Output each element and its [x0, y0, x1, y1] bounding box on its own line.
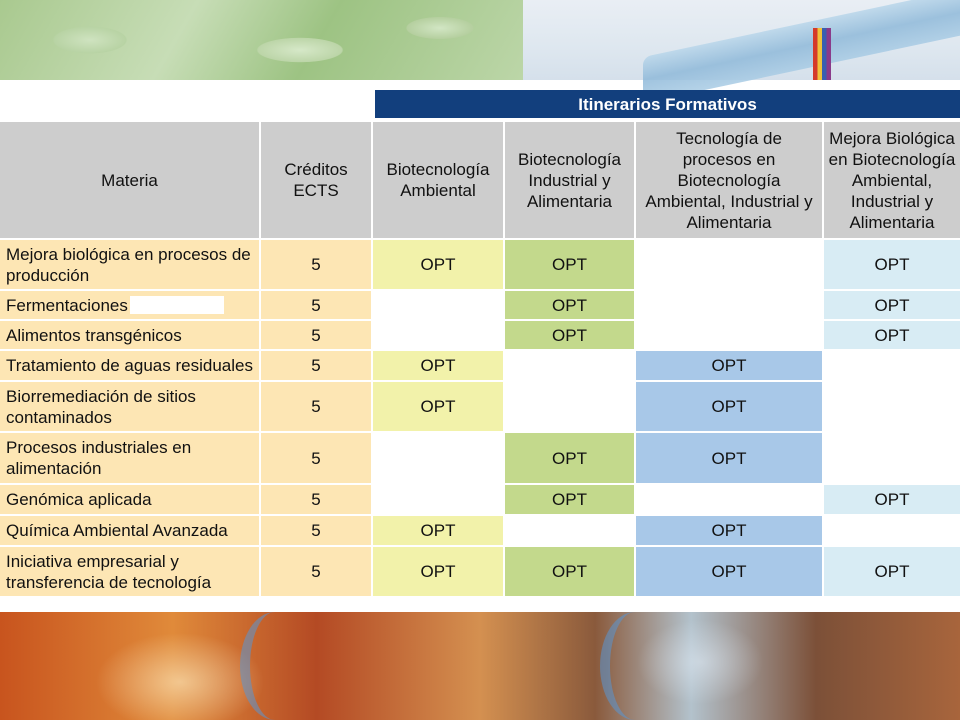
row-materia-text: Procesos industriales en alimentación [6, 438, 192, 478]
opt-cell [636, 547, 822, 596]
cables-graphic [813, 28, 831, 80]
opt-cell [373, 240, 503, 289]
opt-cell-text: OPT [711, 397, 747, 416]
redaction-bar [130, 296, 224, 314]
opt-cell-text: OPT [711, 448, 747, 468]
row-creditos-text: 5 [311, 397, 321, 416]
header-materia-text: Materia [101, 170, 158, 190]
opt-cell-text: OPT [711, 562, 747, 581]
header-itinerario-2 [505, 122, 634, 238]
row-creditos-text: 5 [311, 255, 321, 274]
row-materia [0, 547, 259, 596]
row-materia-text: Alimentos transgénicos [6, 325, 182, 345]
opt-cell [636, 351, 822, 380]
banner-bottom-image [0, 612, 960, 720]
row-creditos-text: 5 [311, 448, 321, 468]
opt-cell [824, 321, 960, 349]
itinerarios-table [0, 90, 960, 598]
opt-cell [505, 485, 634, 514]
opt-cell [824, 485, 960, 514]
opt-cell [373, 516, 503, 545]
row-creditos [261, 321, 371, 349]
opt-cell [505, 321, 634, 349]
row-materia-text: Iniciativa empresarial y transferencia de tecnología [6, 551, 212, 592]
row-creditos [261, 433, 371, 483]
opt-cell [505, 240, 634, 289]
opt-cell [636, 382, 822, 431]
header-itinerario-4-text: Mejora Biológica en Biotecnología Ambiental, Industrial y Alimentaria [828, 128, 956, 232]
row-creditos [261, 351, 371, 380]
row-creditos [261, 291, 371, 319]
opt-cell-text: OPT [711, 356, 747, 375]
header-itinerario-2-text: Biotecnología Industrial y Alimentaria [517, 149, 622, 211]
row-creditos-text: 5 [311, 356, 321, 375]
opt-cell-text: OPT [552, 325, 587, 345]
opt-cell-text: OPT [874, 490, 910, 509]
opt-cell-text: OPT [711, 521, 747, 540]
header-itinerario-4 [824, 122, 960, 238]
header-materia [0, 122, 259, 238]
opt-cell-text: OPT [874, 325, 910, 345]
opt-cell-text: OPT [552, 448, 587, 468]
row-creditos [261, 382, 371, 431]
row-creditos [261, 547, 371, 596]
opt-cell-text: OPT [420, 397, 456, 416]
opt-cell [636, 433, 822, 483]
row-materia-text: Química Ambiental Avanzada [6, 521, 228, 540]
row-creditos [261, 240, 371, 289]
pipe-graphic [643, 0, 960, 103]
opt-cell [373, 351, 503, 380]
row-creditos [261, 516, 371, 545]
opt-cell-text: OPT [420, 562, 456, 581]
banner-bacteria-image [0, 0, 523, 80]
group-header [375, 90, 960, 118]
row-creditos-text: 5 [311, 521, 321, 540]
row-creditos-text: 5 [311, 490, 321, 509]
row-materia-text: Biorremediación de sitios contaminados [6, 386, 196, 427]
row-materia [0, 351, 259, 380]
row-creditos-text: 5 [311, 325, 321, 345]
header-creditos-text: Créditos ECTS [284, 160, 348, 200]
row-materia [0, 240, 259, 289]
row-materia [0, 516, 259, 545]
row-creditos-text: 5 [311, 295, 321, 315]
header-itinerario-3-text: Tecnología de procesos en Biotecnología Ambiental, Industrial y Alimentaria [645, 128, 813, 232]
row-materia-text: Mejora biológica en procesos de producción [6, 244, 251, 285]
opt-cell [373, 382, 503, 431]
row-materia-text: Genómica aplicada [6, 490, 152, 509]
dna-helix-graphic [600, 612, 670, 720]
opt-cell-text: OPT [552, 255, 587, 274]
header-itinerario-3 [636, 122, 822, 238]
header-itinerario-1 [373, 122, 503, 238]
opt-cell [824, 291, 960, 319]
opt-cell-text: OPT [420, 521, 456, 540]
opt-cell-text: OPT [874, 295, 910, 315]
opt-cell-text: OPT [420, 356, 456, 375]
header-itinerario-1-text: Biotecnología Ambiental [386, 160, 490, 200]
header-creditos [261, 122, 371, 238]
row-materia [0, 433, 259, 483]
opt-cell-text: OPT [420, 255, 456, 274]
opt-cell [505, 291, 634, 319]
opt-cell [505, 547, 634, 596]
opt-cell [373, 547, 503, 596]
opt-cell-text: OPT [552, 295, 587, 315]
banner-industrial-image [523, 0, 960, 80]
row-materia [0, 485, 259, 514]
opt-cell [824, 240, 960, 289]
opt-cell-text: OPT [874, 255, 910, 274]
opt-cell [824, 547, 960, 596]
opt-cell [636, 516, 822, 545]
dna-helix-graphic [240, 612, 310, 720]
opt-cell-text: OPT [552, 562, 587, 581]
opt-cell [505, 433, 634, 483]
opt-cell-text: OPT [552, 490, 587, 509]
row-materia [0, 382, 259, 431]
opt-cell-text: OPT [874, 562, 910, 581]
row-materia [0, 321, 259, 349]
row-creditos-text: 5 [311, 562, 321, 581]
row-materia-text: Fermentaciones [6, 295, 128, 315]
row-materia-text: Tratamiento de aguas residuales [6, 356, 253, 375]
row-creditos [261, 485, 371, 514]
group-header-text: Itinerarios Formativos [578, 94, 757, 114]
